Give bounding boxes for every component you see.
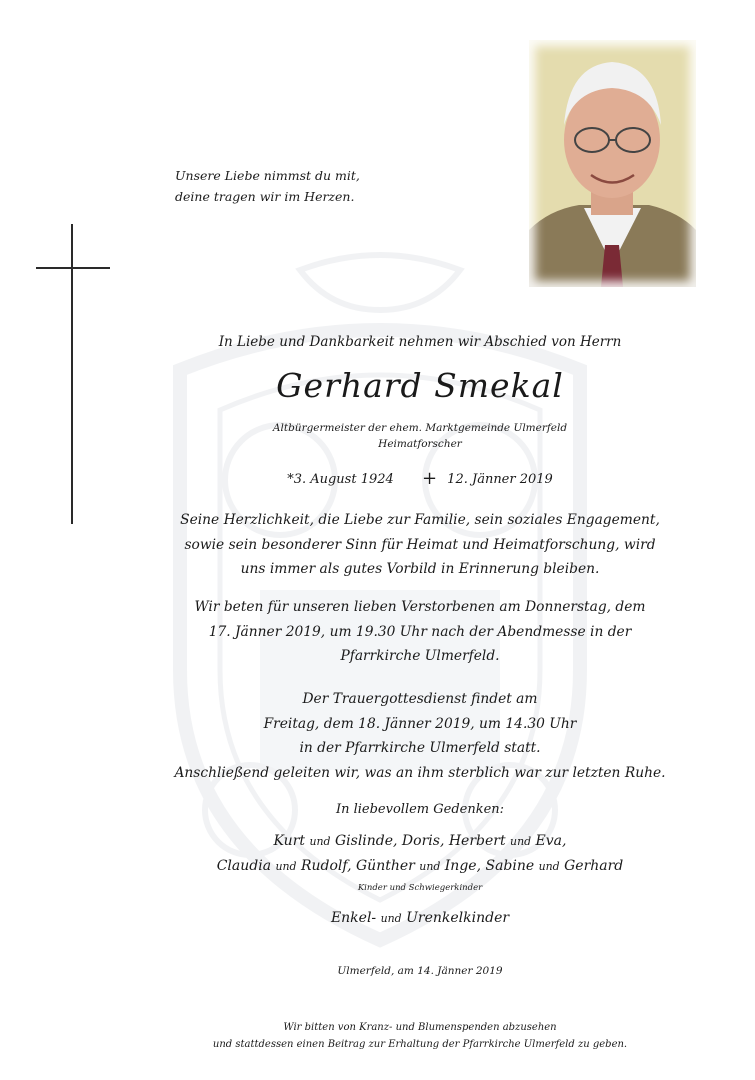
title-historian: Heimatforscher <box>378 438 462 450</box>
prayer-line: Wir beten für unseren lieben Verstorbenen am Donnerstag, dem <box>194 599 646 615</box>
donation-request <box>140 1019 700 1053</box>
conjunction: und <box>538 860 560 873</box>
deceased-titles <box>140 420 700 452</box>
prayer-line: Pfarrkirche Ulmerfeld. <box>340 648 500 664</box>
prayer-line: 17. Jänner 2019, um 19.30 Uhr nach der Abendmesse in der <box>208 623 632 640</box>
cross-icon <box>36 224 110 524</box>
conjunction: und <box>309 835 331 848</box>
mourner-name: Rudolf, Günther <box>300 858 415 874</box>
mourner-name: Inge, Sabine <box>444 858 535 874</box>
conjunction: und <box>510 835 532 848</box>
funeral-paragraph <box>140 687 700 785</box>
grandchildren-text: Urenkelkinder <box>401 910 510 926</box>
mourners-line-2 <box>140 854 700 879</box>
conjunction: und <box>380 912 402 925</box>
grandchildren-line <box>140 910 700 926</box>
motto-line-1: Unsere Liebe nimmst du mit, <box>175 168 360 183</box>
mourner-name: Gerhard <box>564 858 624 874</box>
funeral-line: Anschließend geleiten wir, was an ihm sterblich war zur letzten Ruhe. <box>174 764 666 781</box>
funeral-line: Freitag, dem 18. Jänner 2019, um 14.30 Uhr <box>263 715 577 732</box>
tribute-line: sowie sein besonderer Sinn für Heimat und Heimatforschung, wird <box>184 536 656 553</box>
motto-quote <box>175 165 360 207</box>
tribute-line: Seine Herzlichkeit, die Liebe zur Familie, sein soziales Engagement, <box>180 512 660 528</box>
mourner-name: Kurt <box>273 833 306 849</box>
intro-line: In Liebe und Dankbarkeit nehmen wir Abschied von Herrn <box>218 334 622 350</box>
children-note: Kinder und Schwiegerkinder <box>357 883 483 893</box>
motto-line-2: deine tragen wir im Herzen. <box>175 189 355 204</box>
mourners-list <box>140 829 700 879</box>
conjunction: und <box>275 860 297 873</box>
death-date: 12. Jänner 2019 <box>447 472 553 487</box>
mourner-name: Gislinde, Doris, Herbert <box>334 833 506 849</box>
mourners-line-1 <box>140 829 700 854</box>
portrait-photo <box>529 40 696 287</box>
funeral-line: Der Trauergottesdienst findet am <box>302 691 538 707</box>
request-line: und stattdessen einen Beitrag zur Erhaltung der Pfarrkirche Ulmerfeld zu geben. <box>212 1039 628 1050</box>
deceased-name: Gerhard Smekal <box>276 366 564 405</box>
grandchildren-text: Enkel- <box>330 910 381 926</box>
death-cross-symbol: + <box>421 468 438 489</box>
prayer-paragraph <box>140 595 700 669</box>
title-mayor: Altbürgermeister der ehem. Marktgemeinde Ulmerfeld <box>272 422 568 434</box>
tribute-paragraph <box>140 508 700 582</box>
mourner-name: Eva, <box>535 833 567 849</box>
birth-date: *3. August 1924 <box>287 472 394 487</box>
request-line: Wir bitten von Kranz- und Blumenspenden abzusehen <box>283 1022 557 1033</box>
funeral-line: in der Pfarrkirche Ulmerfeld statt. <box>299 740 541 756</box>
mourner-name: Claudia <box>216 858 272 874</box>
place-date: Ulmerfeld, am 14. Jänner 2019 <box>337 965 503 977</box>
tribute-line: uns immer als gutes Vorbild in Erinnerung bleiben. <box>240 561 600 577</box>
mourners-heading: In liebevollem Gedenken: <box>335 802 505 817</box>
conjunction: und <box>419 860 441 873</box>
life-dates <box>140 468 700 489</box>
